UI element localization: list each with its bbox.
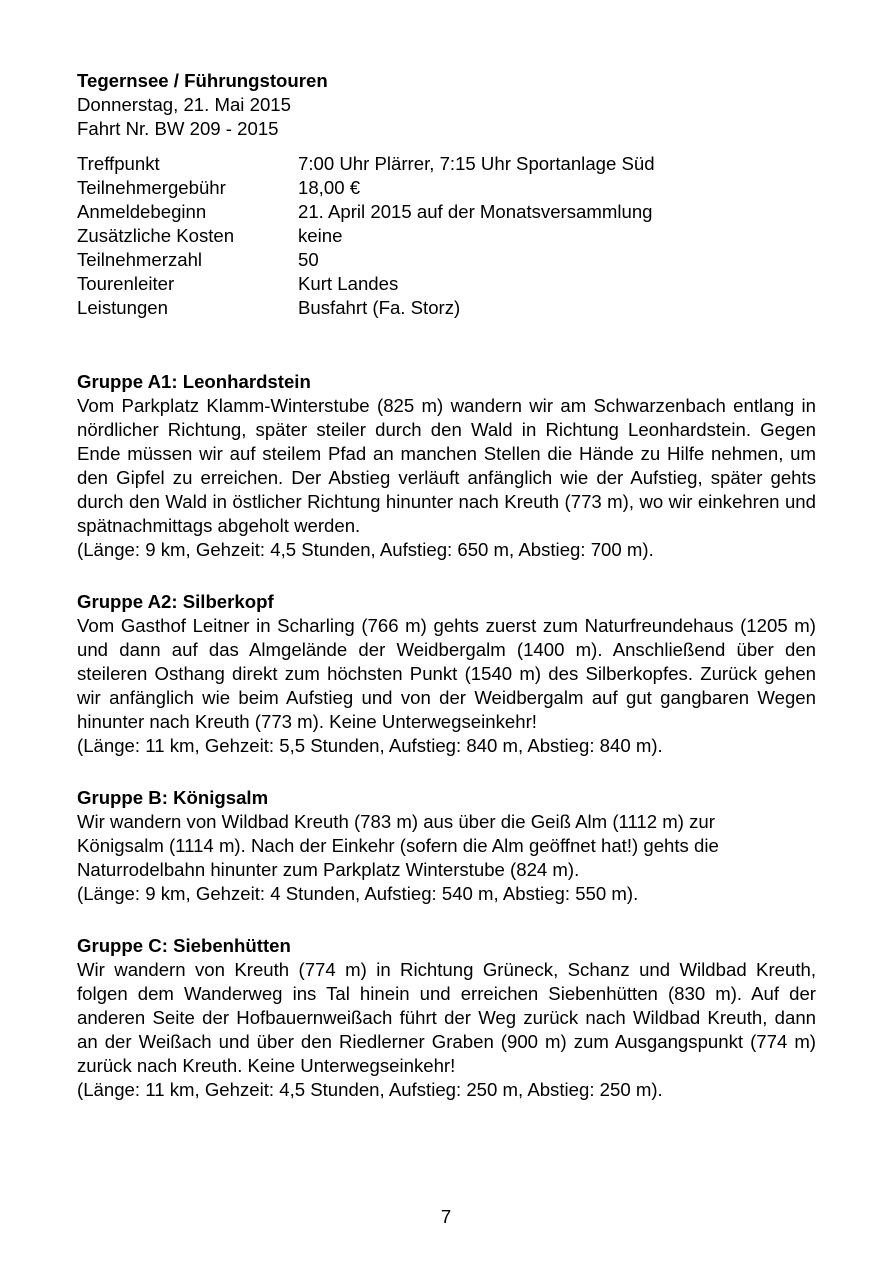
group-description-line: Naturrodelbahn hinunter zum Parkplatz Winterstube (824 m). [77,859,580,880]
info-label: Anmeldebeginn [77,201,207,222]
group-title: Gruppe B: Königsalm [77,787,269,808]
info-row [77,152,655,176]
group-title: Gruppe C: Siebenhütten [77,935,291,956]
group-stats: (Länge: 9 km, Gehzeit: 4 Stunden, Aufstieg: 540 m, Abstieg: 550 m). [77,883,639,904]
info-row [77,224,655,248]
info-row [77,200,655,224]
group-description: Vom Gasthof Leitner in Scharling (766 m) gehts zuerst zum Naturfreundehaus (1205 m) und dann auf das Almgelände der Weidbergalm (1400 m). Anschließend über den steileren Osthang direkt zum höchsten Punkt (1540 m) des Silberkopfes. Zurück gehen wir anfänglich wie beim Aufstieg und von der Weidbergalm auf gut gangbaren Wegen hinunter nach Kreuth (773 m). Keine Unterwegseinkehr! [77,615,816,732]
info-table [77,152,655,320]
info-row [77,296,655,320]
group-title: Gruppe A1: Leonhardstein [77,371,311,392]
group-b-section [77,786,816,906]
group-title: Gruppe A2: Silberkopf [77,591,274,612]
trip-number: Fahrt Nr. BW 209 - 2015 [77,118,279,139]
group-stats: (Länge: 11 km, Gehzeit: 5,5 Stunden, Aufstieg: 840 m, Abstieg: 840 m). [77,735,663,756]
info-row [77,248,655,272]
group-stats: (Länge: 11 km, Gehzeit: 4,5 Stunden, Aufstieg: 250 m, Abstieg: 250 m). [77,1079,663,1100]
group-stats: (Länge: 9 km, Gehzeit: 4,5 Stunden, Aufstieg: 650 m, Abstieg: 700 m). [77,539,654,560]
info-row [77,176,655,200]
info-value: 21. April 2015 auf der Monatsversammlung [298,201,653,222]
info-label: Tourenleiter [77,273,175,294]
tour-date: Donnerstag, 21. Mai 2015 [77,94,291,115]
group-a2-section [77,590,816,758]
info-label: Teilnehmergebühr [77,177,226,198]
document-header [77,69,816,141]
info-value: Busfahrt (Fa. Storz) [298,297,461,318]
info-label: Leistungen [77,297,168,318]
info-row [77,272,655,296]
info-value: 50 [298,249,319,270]
info-value: 18,00 € [298,177,361,198]
group-description: Wir wandern von Kreuth (774 m) in Richtung Grüneck, Schanz und Wildbad Kreuth, folgen dem Wanderweg ins Tal hinein und erreichen Siebenhütten (830 m). Auf der anderen Seite der Hofbauernweißach führt der Weg zurück nach Wildbad Kreuth, dann an der Weißach und über den Riedlerner Graben (900 m) zum Ausgangspunkt (774 m) zurück nach Kreuth. Keine Unterwegseinkehr! [77,959,816,1076]
tour-title: Tegernsee / Führungstouren [77,70,328,91]
page-number: 7 [440,1206,452,1227]
group-a1-section [77,370,816,562]
info-label: Zusätzliche Kosten [77,225,235,246]
info-value: Kurt Landes [298,273,399,294]
info-value: 7:00 Uhr Plärrer, 7:15 Uhr Sportanlage Süd [298,153,655,174]
group-c-section [77,934,816,1102]
group-description: Vom Parkplatz Klamm-Winterstube (825 m) wandern wir am Schwarzenbach entlang in nördlicher Richtung, später steiler durch den Wald in Richtung Leonhardstein. Gegen Ende müssen wir auf steilem Pfad an manchen Stellen die Hände zu Hilfe nehmen, um den Gipfel zu erreichen. Der Abstieg verläuft anfänglich wie der Aufstieg, später gehts durch den Wald in östlicher Richtung hinunter nach Kreuth (773 m), wo wir einkehren und spätnachmittags abgeholt werden. [77,395,816,536]
info-label: Treffpunkt [77,153,160,174]
info-value: keine [298,225,343,246]
info-label: Teilnehmerzahl [77,249,203,270]
document-page [77,69,816,1102]
group-description-line: Königsalm (1114 m). Nach der Einkehr (sofern die Alm geöffnet hat!) gehts die [77,835,719,856]
group-description-line: Wir wandern von Wildbad Kreuth (783 m) aus über die Geiß Alm (1112 m) zur [77,811,715,832]
